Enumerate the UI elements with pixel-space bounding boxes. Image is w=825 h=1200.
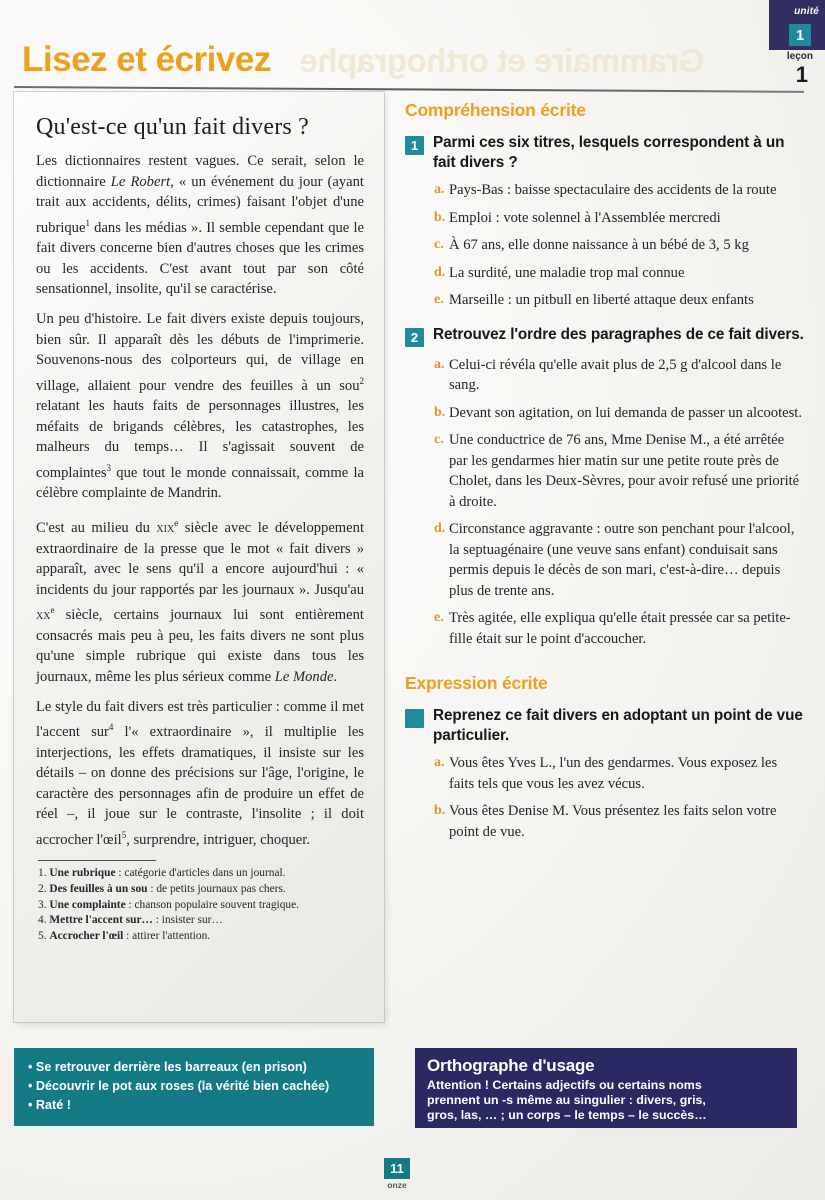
item-letter: a. (434, 755, 445, 770)
footnote-item: 5. Accrocher l'œil : attirer l'attention. (38, 929, 211, 942)
item-letter: b. (434, 404, 446, 420)
exercise-3-items (434, 753, 805, 842)
teal-box-item: • Raté ! (28, 1096, 360, 1115)
list-item (434, 608, 805, 649)
list-item (434, 235, 805, 256)
list-item (434, 263, 805, 284)
unit-number-badge: 1 (789, 24, 811, 46)
list-item (434, 430, 805, 512)
exercise-number-badge: 2 (405, 328, 424, 347)
footnote-item: 4. Mettre l'accent sur… : insister sur… (38, 914, 223, 927)
item-text: Celui-ci révéla qu'elle avait plus de 2,5 g d'alcool dans le sang. (449, 356, 782, 393)
exercise-2-header (405, 325, 805, 347)
unit-label: unité (794, 6, 819, 17)
article-paragraph: Les dictionnaires restent vagues. Ce serait, selon le dictionnaire Le Robert, « un événement du jour (ayant trait aux accidents, délits, crimes) faisant l'objet d'une rubrique$^1$ dans les médias ». Il semble cependant que le fait divers concerne bien d'autres choses que les crimes ou les accidents. C'est avant tout par son côté sensationnel, insolite, qu'il se caractérise. (36, 153, 364, 298)
navy-box-heading: Orthographe d'usage (427, 1056, 595, 1075)
item-letter: e. (434, 292, 444, 307)
item-text: Une conductrice de 76 ans, Mme Denise M., a été arrêtée par les gendarmes hier matin sur une petite route près de Cholet, dans les Deux-Sèvres, pour avoir refusé une priorité à droite. (449, 432, 800, 510)
page-number-badge: 11 (384, 1158, 410, 1179)
exercise-2-items (434, 355, 805, 650)
item-text: Vous êtes Yves L., l'un des gendarmes. Vous exposez les faits tels que vous les avez vécus. (449, 755, 778, 792)
footnote-divider (38, 860, 156, 861)
list-item (434, 801, 805, 842)
orthographe-navy-box (415, 1048, 797, 1128)
article-paragraph: Le style du fait divers est très particulier : comme il met l'accent sur$^4$ l'« extraordinaire », il multiplie les interjections, les effets dramatiques, il insiste sur les détails – on donne des précisions sur l'âge, l'origine, le caractère des personnages afin de produire un effet de réel –, il joue sur le contraste, l'insolite ; il doit accrocher l'œil$^5$, surprendre, intriguer, choquer. (36, 698, 364, 848)
list-item (434, 355, 805, 396)
article-paragraph: Un peu d'histoire. Le fait divers existe depuis toujours, bien sûr. Il apparaît dès les débuts de l'imprimerie. Souvenons-nous des colporteurs qui, de village en village, allaient pour vendre des feuilles à un sou$^2$ relatant les hauts faits de personnages illustres, les méfaits de brigands célèbres, les catastrophes, les malheurs du temps… Il s'agissait souvent de complaintes$^3$ que tout le monde connaissait, comme la célèbre complainte de Mandrin. (36, 311, 364, 502)
item-letter: c. (434, 432, 444, 447)
lesson-number: 1 (795, 62, 808, 87)
teal-box-item: • Découvrir le pot aux roses (la vérité bien cachée) (28, 1077, 360, 1096)
exercise-question: Reprenez ce fait divers en adoptant un point de vue particulier. (433, 707, 803, 744)
teal-box-item: • Se retrouver derrière les barreaux (en prison) (28, 1058, 360, 1077)
exercise-number-badge: 1 (405, 136, 424, 155)
item-letter: b. (434, 209, 446, 225)
page-title: Lisez et écrivez (22, 40, 271, 79)
exercise-number-badge (405, 709, 424, 728)
item-text: La surdité, une maladie trop mal connue (449, 264, 685, 281)
article-heading: Qu'est-ce qu'un fait divers ? (36, 114, 310, 140)
item-letter: d. (434, 521, 446, 536)
navy-box-line: Attention ! Certains adjectifs ou certains noms (427, 1078, 702, 1092)
bleed-through-ghost-text: Grammaire et orthographe (300, 42, 705, 79)
item-letter: a. (434, 182, 445, 197)
exercises-column (405, 100, 805, 856)
item-letter: a. (434, 356, 445, 372)
item-letter: b. (434, 803, 446, 818)
item-letter: e. (434, 610, 444, 625)
article-paragraph: C'est au milieu du xix$^e$ siècle avec le développement extraordinaire de la presse que le mot « fait divers » apparaît, avec le sens qu'il a encore aujourd'hui : « incidents du jour rapportés par les journaux ». Jusqu'au $xx^e$ siècle, certains journaux lui sont entièrement consacrés mais peu à peu, les faits divers ne sont plus qu'une simple rubrique qui existe dans tous les journaux, même les plus sérieux comme Le Monde. (36, 518, 364, 685)
item-text: Pays-Bas : baisse spectaculaire des accidents de la route (449, 182, 777, 198)
expressions-teal-box (14, 1048, 374, 1126)
item-letter: c. (434, 237, 444, 252)
list-item (434, 519, 805, 601)
navy-box-line: gros, las, … ; un corps – le temps – le succès… (427, 1107, 707, 1122)
item-text: Marseille : un pitbull en liberté attaque deux enfants (449, 292, 754, 308)
section-heading-expression: Expression écrite (405, 673, 548, 693)
list-item (434, 290, 805, 311)
exercise-1-items (434, 180, 805, 311)
exercise-3-header (405, 706, 805, 745)
page-number-word: onze (387, 1180, 407, 1190)
item-text: Circonstance aggravante : outre son penchant pour l'alcool, la septuagénaire (une veuve sans enfant) conduisait sans permis depuis le décès de son mari, c'est-à-dire… depuis plus de trente ans. (449, 521, 795, 599)
exercise-question: Retrouvez l'ordre des paragraphes de ce fait divers. (433, 325, 804, 343)
footnote-item: 1. Une rubrique : catégorie d'articles dans un journal. (38, 867, 286, 880)
footnote-list (36, 866, 364, 943)
section-heading-comprehension: Compréhension écrite (405, 100, 586, 120)
item-letter: d. (434, 264, 446, 280)
list-item (434, 753, 805, 794)
article-body (36, 151, 364, 850)
item-text: Très agitée, elle expliqua qu'elle était pressée car sa petite-fille était sur le point d'accoucher. (449, 610, 791, 647)
list-item (434, 180, 805, 201)
item-text: Devant son agitation, on lui demanda de passer un alcootest. (449, 404, 802, 421)
list-item (434, 403, 805, 424)
item-text: Vous êtes Denise M. Vous présentez les faits selon votre point de vue. (449, 803, 777, 840)
list-item (434, 208, 805, 229)
exercise-question: Parmi ces six titres, lesquels correspondent à un fait divers ? (433, 134, 785, 171)
article-panel (14, 92, 384, 1022)
page-header (0, 0, 825, 96)
footnote-item: 3. Une complainte : chanson populaire souvent tragique. (38, 898, 299, 911)
item-text: À 67 ans, elle donne naissance à un bébé de 3, 5 kg (449, 237, 749, 253)
exercise-1-header (405, 133, 805, 172)
footnote-item: 2. Des feuilles à un sou : de petits journaux pas chers. (38, 883, 286, 896)
lesson-label: leçon (786, 51, 813, 62)
item-text: Emploi : vote solennel à l'Assemblée mercredi (449, 209, 721, 226)
navy-box-line: prennent un -s même au singulier : divers, gris, (427, 1092, 706, 1107)
